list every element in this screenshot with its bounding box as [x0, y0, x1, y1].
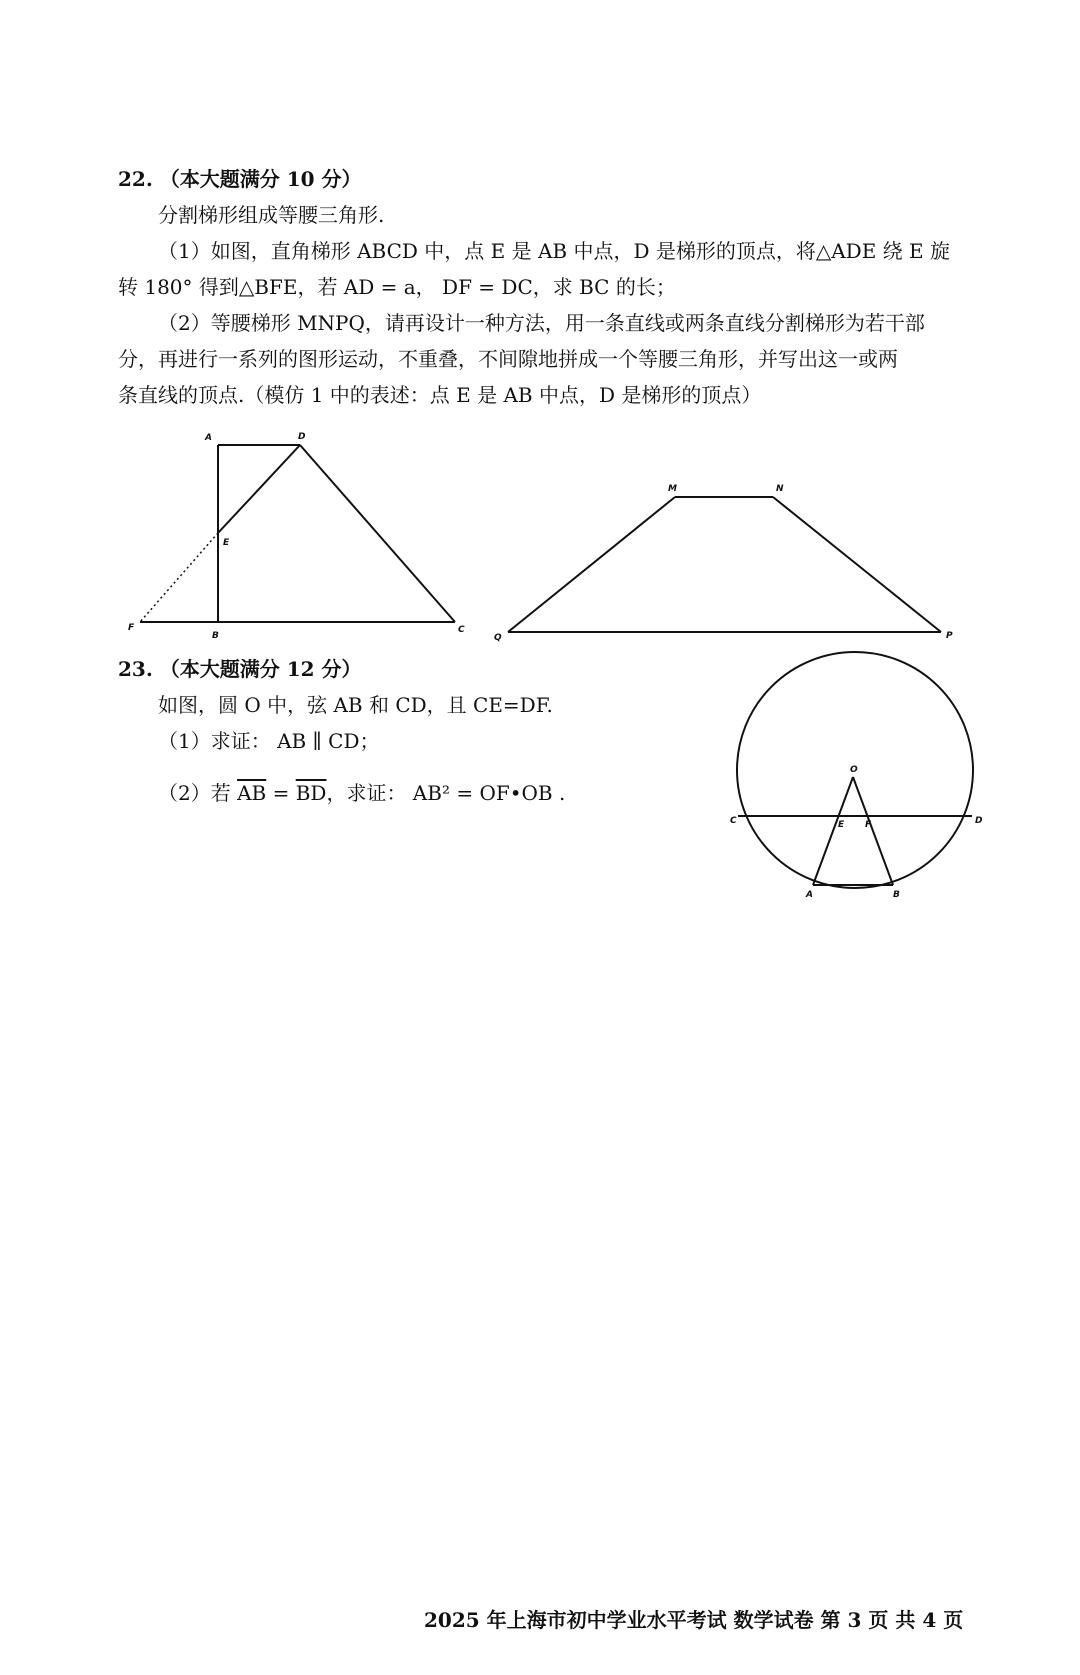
q23-part2-prefix: （2）若 [158, 781, 238, 805]
q22-header: 22. （本大题满分 10 分） [118, 167, 362, 191]
segment-de [218, 445, 300, 533]
label-f-circle: F [865, 820, 872, 830]
q23-part1: （1）求证： AB ∥ CD； [158, 729, 380, 753]
q23-part2 [158, 780, 565, 806]
label-d-circle: D [975, 816, 983, 826]
segment-oa [813, 777, 853, 885]
label-q: Q [494, 633, 502, 643]
arc-bd: $\overline{BD}$ [295, 781, 327, 805]
label-c-circle: C [730, 816, 737, 826]
label-e-circle: E [838, 820, 845, 830]
q22-part2-line1: （2）等腰梯形 MNPQ，请再设计一种方法，用一条直线或两条直线分割梯形为若干部 [158, 311, 925, 335]
page-footer: 2025 年上海市初中学业水平考试 数学试卷 第 3 页 共 4 页 [424, 1608, 964, 1632]
label-c: C [458, 625, 465, 635]
label-d: D [298, 432, 306, 442]
label-f: F [128, 623, 135, 633]
segment-np [773, 497, 941, 632]
q23-part2-suffix: ，求证： AB² = OF•OB . [326, 781, 566, 805]
q22-part1-line1: （1）如图，直角梯形 ABCD 中，点 E 是 AB 中点，D 是梯形的顶点，将△ADE 绕 E 旋 [158, 239, 950, 263]
q23-part2-eq: = [266, 781, 296, 805]
label-a: A [205, 433, 212, 443]
label-b: B [212, 631, 219, 641]
q22-intro: 分割梯形组成等腰三角形. [158, 203, 385, 227]
segment-mq [508, 497, 675, 632]
arc-ab: $\overline{AB}$ [237, 781, 267, 805]
label-b-circle: B [893, 890, 900, 900]
label-m: M [668, 484, 677, 494]
segment-ef-dotted [140, 533, 218, 622]
q23-header: 23. （本大题满分 12 分） [118, 657, 362, 681]
label-o: O [850, 765, 858, 775]
q22-part1-line2: 转 180° 得到△BFE，若 AD = a， DF = DC，求 BC 的长； [118, 275, 676, 299]
label-e: E [223, 538, 230, 548]
q22-part2-line3: 条直线的顶点.（模仿 1 中的表述：点 E 是 AB 中点，D 是梯形的顶点） [118, 383, 762, 407]
label-p: P [946, 631, 953, 641]
label-a-circle: A [806, 890, 813, 900]
q23-intro: 如图，圆 O 中，弦 AB 和 CD，且 CE=DF. [158, 693, 553, 717]
q22-part2-line2: 分，再进行一系列的图形运动，不重叠，不间隙地拼成一个等腰三角形，并写出这一或两 [118, 347, 898, 371]
label-n: N [776, 484, 784, 494]
segment-ob [853, 777, 893, 885]
segment-dc [300, 445, 455, 622]
